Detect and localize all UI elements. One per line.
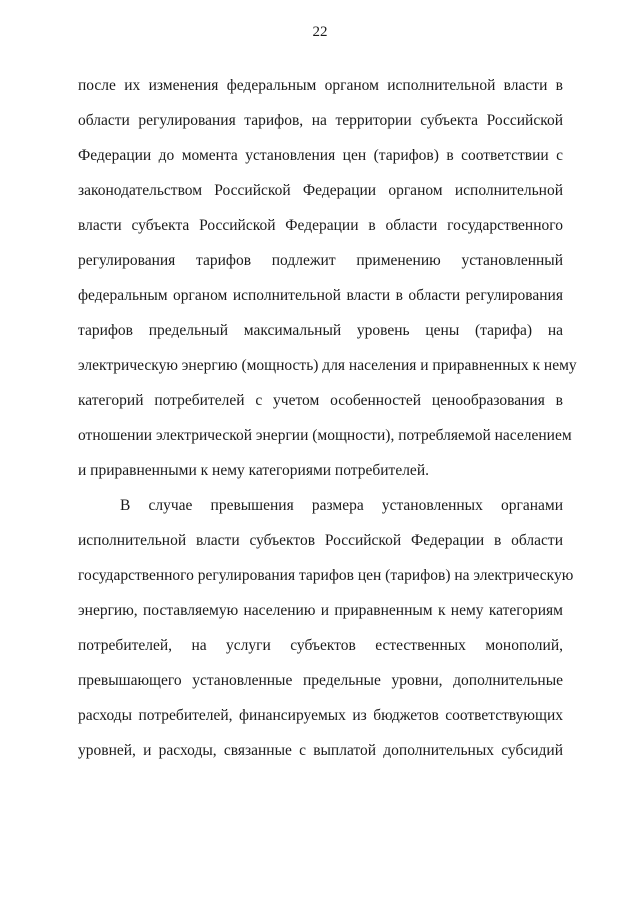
text-line: энергию, поставляемую населению и приравненным к нему категориям <box>78 602 563 619</box>
text-line: уровней, и расходы, связанные с выплатой дополнительных субсидий <box>78 742 563 759</box>
text-line: категорий потребителей с учетом особенностей ценообразования в <box>78 392 563 409</box>
text-line: законодательством Российской Федерации органом исполнительной <box>78 182 563 199</box>
text-line: власти субъекта Российской Федерации в области государственного <box>78 217 563 234</box>
text-line: превышающего установленные предельные уровни, дополнительные <box>78 672 563 689</box>
page-number: 22 <box>312 24 328 40</box>
text-line: исполнительной власти субъектов Российской Федерации в области <box>78 532 563 549</box>
text-line: области регулирования тарифов, на территории субъекта Российской <box>78 112 563 129</box>
text-line: тарифов предельный максимальный уровень цены (тарифа) на <box>78 322 563 339</box>
text-line: электрическую энергию (мощность) для населения и приравненных к нему <box>78 357 577 374</box>
text-line: расходы потребителей, финансируемых из бюджетов соответствующих <box>78 707 563 724</box>
text-line: Федерации до момента установления цен (тарифов) в соответствии с <box>78 147 563 164</box>
text-line: государственного регулирования тарифов цен (тарифов) на электрическую <box>78 567 574 584</box>
text-line: В случае превышения размера установленных органами <box>120 497 563 514</box>
text-line: после их изменения федеральным органом исполнительной власти в <box>78 77 563 94</box>
text-line: федеральным органом исполнительной власти в области регулирования <box>78 287 563 304</box>
text-line: отношении электрической энергии (мощности), потребляемой населением <box>78 427 572 444</box>
text-line: и приравненными к нему категориями потребителей. <box>78 462 429 479</box>
text-line: потребителей, на услуги субъектов естественных монополий, <box>78 637 563 654</box>
text-line: регулирования тарифов подлежит применению установленный <box>78 252 563 269</box>
